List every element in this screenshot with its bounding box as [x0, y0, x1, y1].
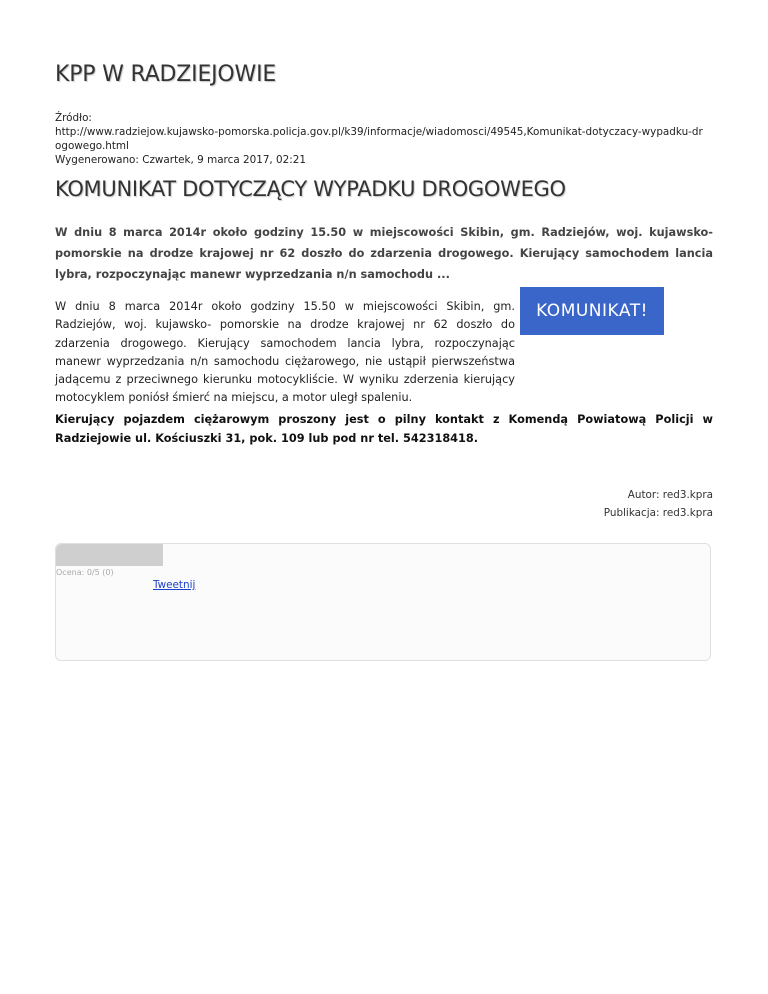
- article-body: W dniu 8 marca 2014r około godziny 15.50 w miejscowości Skibin, gm. Radziejów, woj. kujawsko- pomorskie na drodze krajowej nr 62 doszło do zdarzenia drogowego. Kierujący samochodem lancia lybra, rozpoczynając manewr wyprzedzania n/n samochodu ciężarowego, nie ustąpił pierwszeństwa jadącemu z przeciwnego kierunku motocykliście. W wyniku zderzenia kierujący motocyklem poniósł śmierć na miejscu, a motor uległ spaleniu.: [55, 300, 515, 405]
- source-meta: [55, 111, 715, 167]
- rating-text: Ocena: 0/5 (0): [56, 568, 114, 577]
- rating-panel: [55, 543, 711, 661]
- author-info: [604, 486, 713, 522]
- article-title: KOMUNIKAT DOTYCZĄCY WYPADKU DROGOWEGO: [55, 177, 566, 201]
- author-line: Autor: red3.kpra: [627, 489, 713, 501]
- rating-stars-bar[interactable]: [56, 544, 163, 566]
- komunikat-banner-image: KOMUNIKAT!: [520, 287, 664, 335]
- source-url: http://www.radziejow.kujawsko-pomorska.policja.gov.pl/k39/informacje/wiadomosci/49545,Komunikat-dotyczacy-wypadku-drogowego.html: [55, 126, 703, 152]
- contact-notice: Kierujący pojazdem ciężarowym proszony jest o pilny kontakt z Komendą Powiatową Policji w Radziejowie ul. Kościuszki 31, pok. 109 lub pod nr tel. 542318418.: [55, 413, 713, 445]
- source-label: Źródło:: [55, 112, 92, 124]
- generated-date: Wygenerowano: Czwartek, 9 marca 2017, 02:21: [55, 154, 306, 166]
- article-lead: W dniu 8 marca 2014r około godziny 15.50 w miejscowości Skibin, gm. Radziejów, woj. kujawsko-pomorskie na drodze krajowej nr 62 doszło do zdarzenia drogowego. Kierujący samochodem lancia lybra, rozpoczynając manewr wyprzedzania n/n samochodu ...: [55, 226, 713, 281]
- site-title: KPP W RADZIEJOWIE: [55, 62, 277, 87]
- tweet-link[interactable]: Tweetnij: [153, 579, 196, 591]
- publication-line: Publikacja: red3.kpra: [603, 507, 713, 519]
